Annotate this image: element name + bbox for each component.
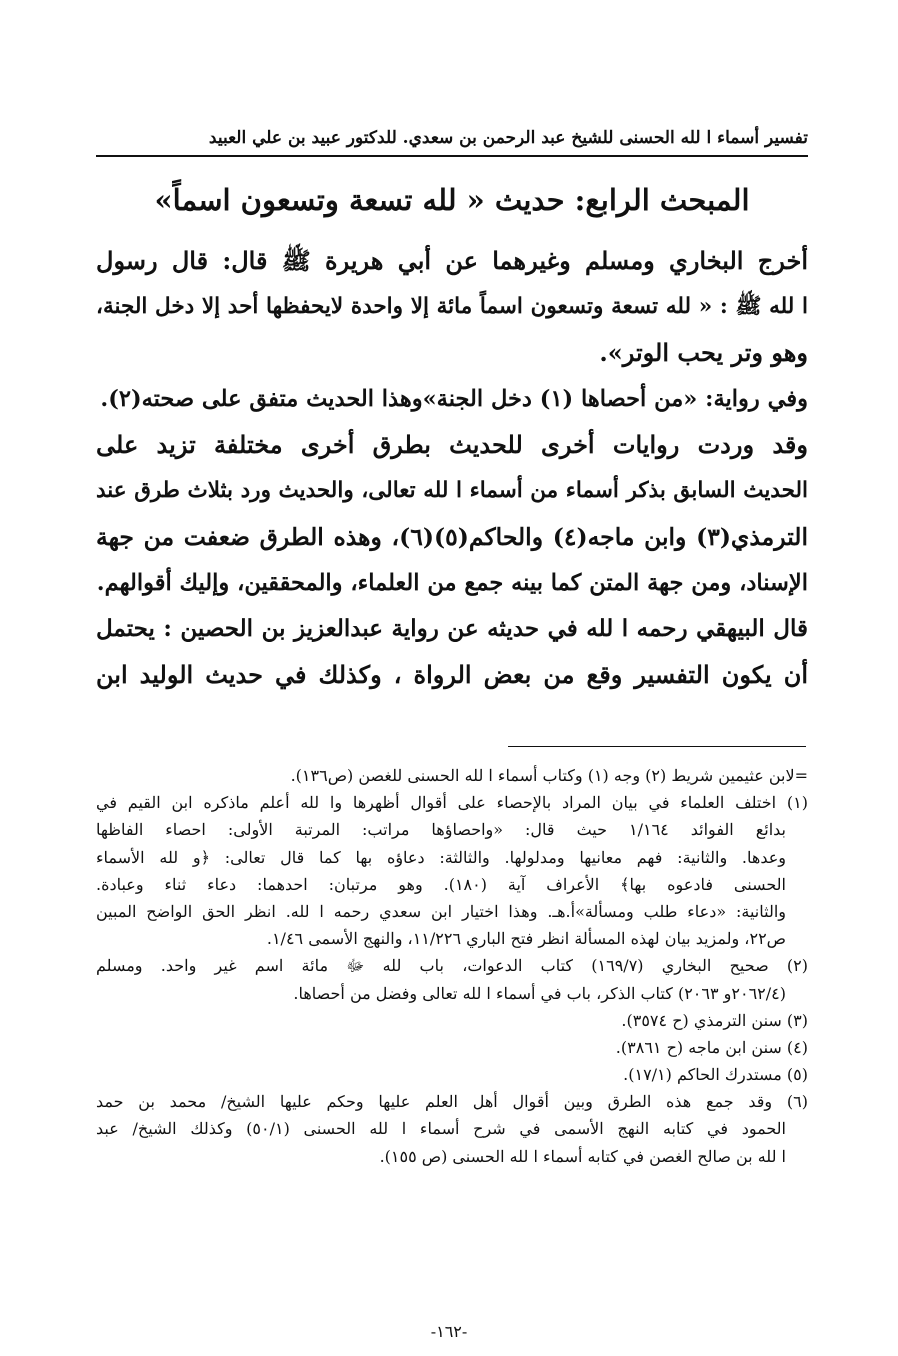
footnote-line: وعدها. والثانية: فهم معانيها ومدلولها. والثالثة: دعاؤه بها كما قال تعالى: ﴿و لله الأسماء — [96, 847, 786, 867]
body-line: وهو وتر يحب الوتر». — [599, 338, 808, 367]
body-line: الحديث السابق بذكر أسماء من أسماء ا لله تعالى، والحديث ورد بثلاث طرق عند — [96, 478, 808, 503]
running-header: تفسير أسماء ا لله الحسنى للشيخ عبد الرحمن بن سعدي. للدكتور عبيد بن علي العبيد — [208, 128, 808, 148]
header-rule — [96, 155, 808, 157]
footnote-line: (٢٠٦٢/٤و ٢٠٦٣) كتاب الذكر، باب في أسماء ا لله تعالى وفضل من أحصاها. — [293, 983, 786, 1003]
footnote-line: (٦) وقد جمع هذه الطرق وبين أقوال أهل العلم عليها وحكم عليها الشيخ/ محمد بن حمد — [96, 1092, 808, 1112]
body-line: قال البيهقي رحمه ا لله في حديثه عن رواية عبدالعزيز بن الحصين : يحتمل — [96, 615, 808, 642]
body-line: الترمذي(٣) وابن ماجه(٤) والحاكم(٥)(٦)، وهذه الطرق ضعفت من جهة — [96, 523, 808, 551]
footnote-line: الحمود في كتابه النهج الأسمى في شرح أسماء ا لله الحسنى (٥٠/١) وكذلك الشيخ/ عبد — [96, 1119, 786, 1139]
body-line: أخرج البخاري ومسلم وغيرهما عن أبي هريرة ﷺ قال: قال رسول — [96, 246, 808, 275]
footnote-line: =لابن عثيمين شريط (٢) وجه (١) وكتاب أسماء ا لله الحسنى للغصن (ص١٣٦). — [290, 766, 808, 785]
body-text — [96, 238, 808, 698]
footnote-line: (١) اختلف العلماء في بيان المراد بالإحصاء على أقوال أظهرها وا لله أعلم ماذكره ابن القيم في — [96, 793, 808, 813]
footnote-line: ص٢٢، ولمزيد بيان لهذه المسألة انظر فتح الباري ١١/٢٢٦، والنهج الأسمى ١/٤٦. — [266, 929, 786, 949]
footnote-line: (٣) سنن الترمذي (ح ٣٥٧٤). — [621, 1010, 808, 1030]
body-line: وفي رواية: «من أحصاها (١) دخل الجنة»وهذا الحديث متفق على صحته(٢). — [100, 386, 808, 412]
body-line: أن يكون التفسير وقع من بعض الرواة ، وكذلك في حديث الوليد ابن — [96, 660, 808, 689]
footnote-line: (٤) سنن ابن ماجه (ح ٣٨٦١). — [615, 1037, 808, 1057]
body-line: ا لله ﷺ : « لله تسعة وتسعون اسماً مائة إلا واحدة لايحفظها أحد إلا دخل الجنة، — [96, 294, 808, 319]
footnote-separator — [508, 746, 806, 747]
body-line: وقد وردت روايات أخرى للحديث بطرق أخرى مختلفة تزيد على — [96, 430, 808, 459]
footnote-line: بدائع الفوائد ١/١٦٤ حيث قال: «واحصاؤها مراتب: المرتبة الأولى: احصاء الفاظها — [96, 820, 786, 840]
footnotes — [96, 762, 808, 1170]
footnote-line: الحسنى فادعوه بها﴾ الأعراف آية (١٨٠). وهو مرتبان: احدهما: دعاء ثناء وعبادة. — [96, 874, 786, 894]
body-line: الإسناد، ومن جهة المتن كما بينه جمع من العلماء، والمحققين، وإليك أقوالهم. — [96, 570, 808, 596]
page-number: -١٦٢- — [430, 1322, 468, 1341]
footnote-line: (٥) مستدرك الحاكم (١٧/١). — [623, 1065, 808, 1085]
section-title: المبحث الرابع: حديث « لله تسعة وتسعون اسماً» — [154, 183, 750, 217]
footnote-line: (٢) صحيح البخاري (١٦٩/٧) كتاب الدعوات، باب لله ﷻ مائة اسم غير واحد. ومسلم — [96, 956, 808, 976]
footnote-line: ا لله بن صالح الغصن في كتابه أسماء ا لله الحسنى (ص ١٥٥). — [379, 1146, 786, 1166]
footnote-line: والثانية: «دعاء طلب ومسألة»أ.هـ. وهذا اختيار ابن سعدي رحمه ا لله. انظر الحق الواضح المبين — [96, 901, 786, 921]
